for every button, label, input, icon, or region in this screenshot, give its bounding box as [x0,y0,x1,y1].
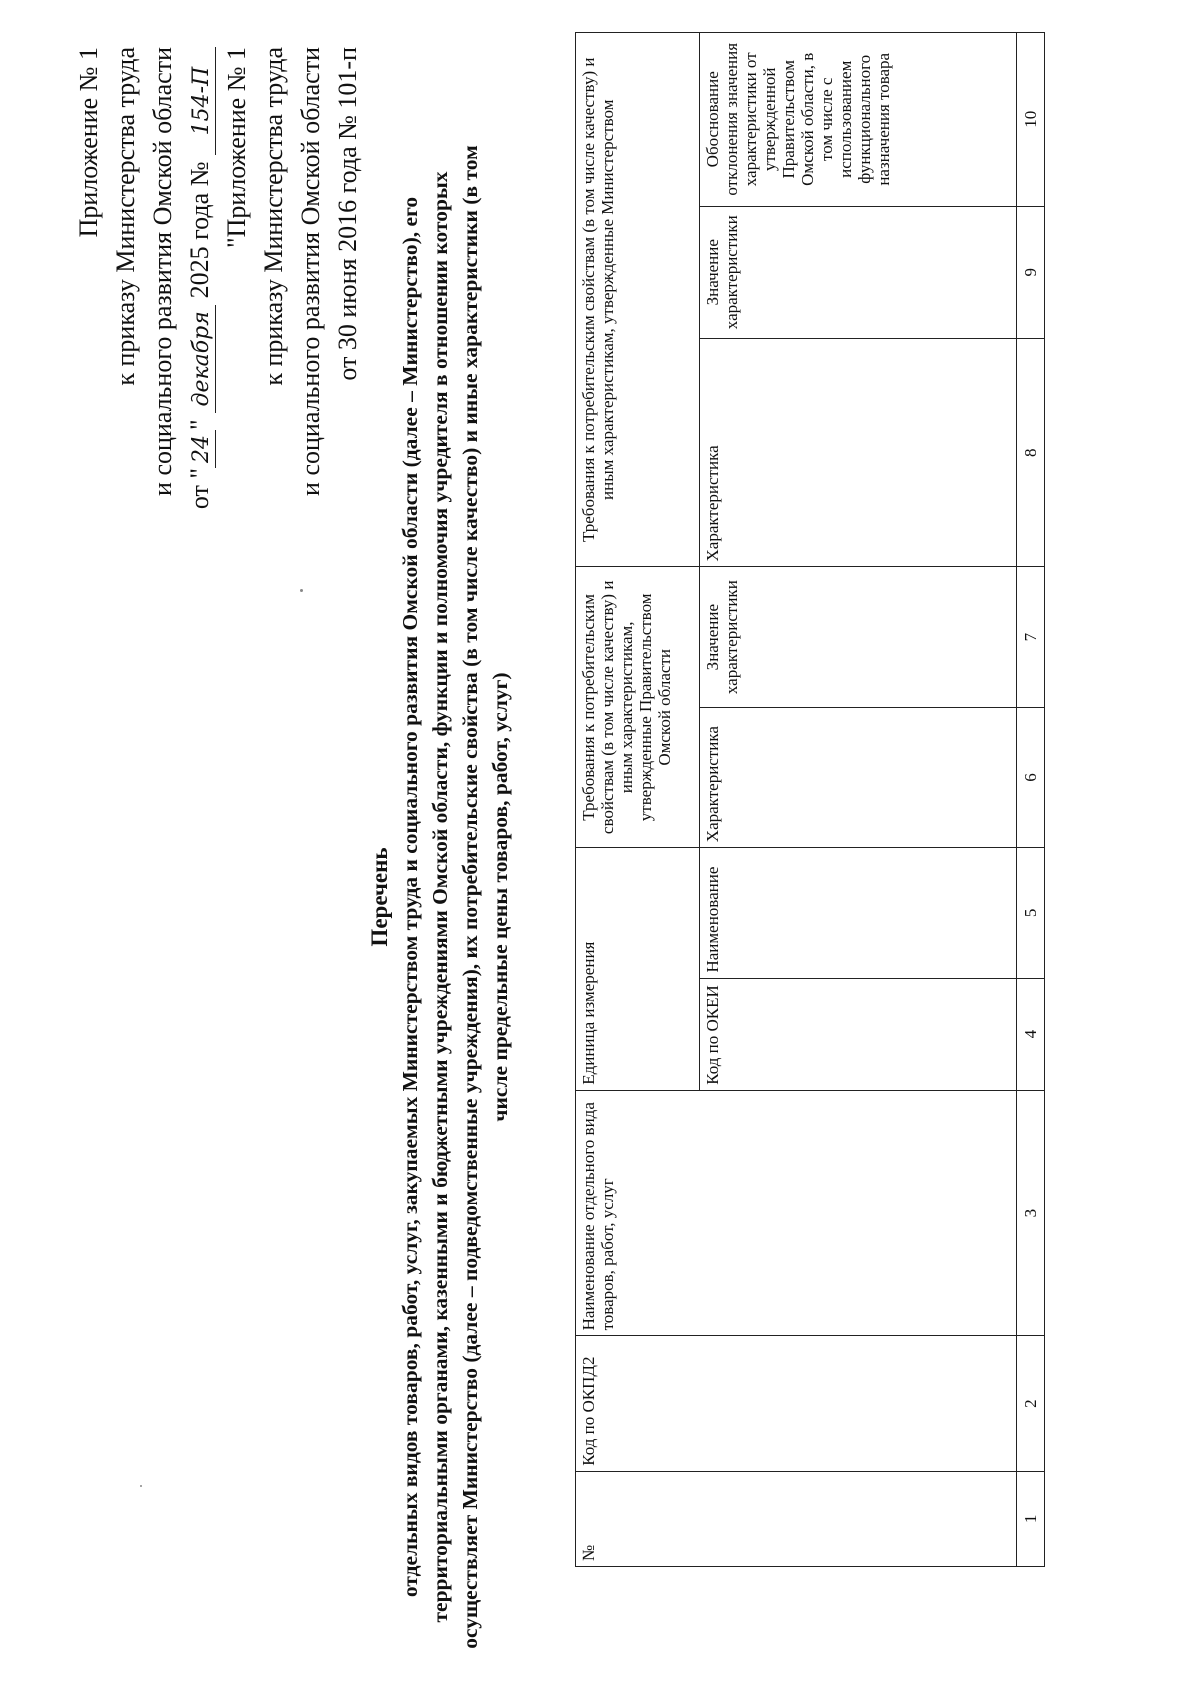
date-prefix: от " [185,467,214,510]
header-okpd: Код по ОКПД2 [576,1336,1017,1471]
column-number: 7 [1017,567,1045,707]
column-number: 2 [1017,1336,1045,1471]
column-number: 5 [1017,848,1045,978]
header-gov-requirements: Требования к потребительским свойствам (в том числе качеству) и иным характеристикам, утвержденные Правительством Омской области [576,567,700,848]
requirements-table [575,32,1045,1567]
handwritten-month: декабря [189,305,216,413]
scan-speck [140,1485,142,1487]
header-unit: Единица измерения [576,848,700,1091]
handwritten-number: 154-П [189,47,216,155]
column-number: 9 [1017,206,1045,338]
title-heading: Перечень [367,847,392,947]
appendix-line: Приложение № 1 [74,47,103,238]
column-number: 1 [1017,1471,1045,1566]
scan-speck [300,589,303,592]
header-unit-code: Код по ОКЕИ [699,978,1017,1090]
column-number: 8 [1017,338,1045,567]
appendix-line: к приказу Министерства труда [259,47,288,386]
header-min-char: Характеристика [699,338,1017,567]
appendix-line: "Приложение № 1 [222,47,251,248]
handwritten-day: 24 [189,430,216,468]
appendix-line: к приказу Министерства труда [111,47,140,386]
document-title [365,117,515,1677]
column-number: 4 [1017,978,1045,1090]
appendix-line: и социального развития Омской области [296,47,325,496]
appendix-line: и социального развития Омской области [148,47,177,496]
header-min-value: Значение характеристики [699,206,1017,338]
date-year: 2025 года № [185,161,214,299]
column-number: 10 [1017,33,1045,207]
header-gov-char: Характеристика [699,707,1017,847]
header-name: Наименование отдельного вида товаров, работ, услуг [576,1090,1017,1336]
header-gov-value: Значение характеристики [699,567,1017,707]
header-ministry-requirements: Требования к потребительским свойствам (в том числе качеству) и иным характеристикам, утвержденные Министерством [576,33,700,567]
column-number: 6 [1017,707,1045,847]
header-no: № [576,1471,1017,1566]
appendix-line: от 30 июня 2016 года № 101-п [333,47,362,381]
header-unit-name: Наименование [699,848,1017,978]
title-body: отдельных видов товаров, работ, услуг, закупаемых Министерством труда и социального развития Омской области (далее – Министерство), его территориальными органами, казенными и бюджетными учреждениями Омской области, функции и полномочия учредителя в отношении которых осуществляет Министерство (далее – подведомственные учреждения), их потребительские свойства (в том числе качество) и иные характеристики (в том числе предельные цены товаров, работ, услуг) [398,145,512,1649]
appendix-date-line [181,47,218,687]
appendix-block [70,47,366,687]
date-quote: " [185,419,214,430]
column-number: 3 [1017,1090,1045,1336]
header-min-reason: Обоснование отклонения значения характеристики от утвержденной Правительством Омской области, в том числе с использованием функционального назначения товара [699,33,1017,207]
